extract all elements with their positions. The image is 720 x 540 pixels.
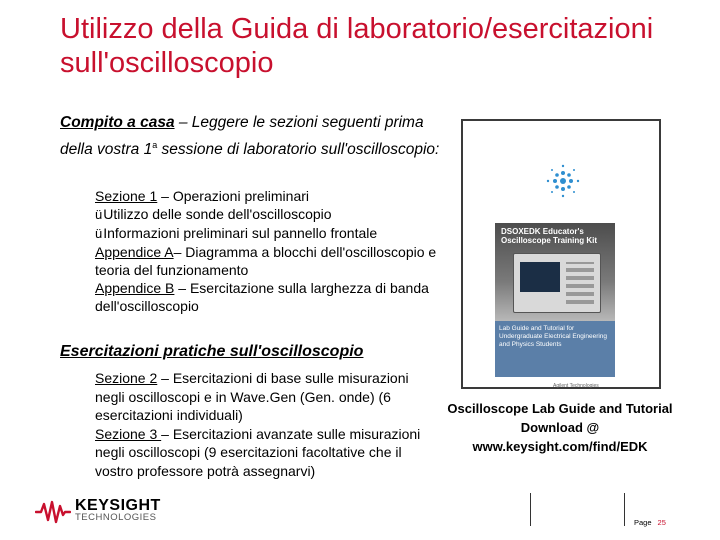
homework-paragraph (60, 111, 450, 161)
caption-line-2: Download @ (520, 420, 600, 435)
appendix-b-label: Appendice B (95, 280, 175, 296)
appendix-a-text: – Diagramma a blocchi dell'oscilloscopio e teoria del funzionamento (95, 244, 437, 278)
check-icon: ü (95, 207, 103, 222)
practice-list (95, 369, 425, 480)
practice-heading: Esercitazioni pratiche sull'oscilloscopio (60, 343, 364, 360)
homework-text-before: – Leggere le sezioni seguenti prima della vostra 1 (60, 114, 424, 159)
logo-sub-text: TECHNOLOGIES (75, 512, 157, 523)
appendix-a-line (95, 243, 440, 279)
homework-sup: a (152, 140, 158, 150)
book-cover-brand: Agilent Technologies (553, 383, 599, 389)
check-item-probes-text: Utilizzo delle sonde dell'oscilloscopio (103, 206, 332, 222)
section-2-line (95, 369, 425, 425)
appendix-b-line (95, 279, 440, 315)
caption-line-1: Oscilloscope Lab Guide and Tutorial (447, 401, 673, 416)
page-label: Page (634, 518, 652, 527)
oscilloscope-screen (520, 262, 560, 292)
book-cover-image (461, 119, 661, 389)
section-1-label: Sezione 1 (95, 188, 158, 204)
book-cover-description: Lab Guide and Tutorial for Undergraduate Electrical Engineering and Physics Students (495, 321, 615, 377)
check-item-front-panel-text: Informazioni preliminari sul pannello frontale (103, 225, 378, 241)
section-3-text: – Esercitazioni avanzate sulle misurazioni negli oscilloscopi (9 esercitazioni facoltative che il vostro professore potrà assegnarvi) (95, 425, 421, 479)
page-number-footer (634, 518, 666, 527)
section-3-line (95, 425, 425, 481)
agilent-starburst-icon (543, 161, 583, 201)
check-item-probes (95, 205, 440, 224)
check-icon: ü (95, 226, 103, 241)
appendix-b-text: – Esercitazione sulla larghezza di banda dell'oscilloscopio (95, 280, 429, 314)
section-2-text: – Esercitazioni di base sulle misurazioni negli oscilloscopi e in Wave.Gen (Gen. onde) (6 esercitazioni individuali) (95, 370, 409, 423)
footer-divider (530, 493, 531, 526)
homework-label: Compito a casa (60, 114, 175, 131)
keysight-wave-icon (35, 499, 71, 525)
section-2-label: Sezione 2 (95, 370, 158, 386)
slide-title: Utilizzo della Guida di laboratorio/esercitazioni sull'oscilloscopio (60, 13, 654, 79)
reading-list (95, 187, 440, 315)
oscilloscope-illustration (513, 253, 601, 313)
oscilloscope-controls (566, 262, 594, 304)
keysight-logo (75, 497, 161, 524)
appendix-a-label: Appendice A (95, 244, 174, 260)
section-1-text: – Operazioni preliminari (157, 188, 310, 204)
book-cover-title: DSOXEDK Educator's Oscilloscope Training Kit (501, 227, 598, 245)
page-number: 25 (657, 518, 666, 527)
section-1-line (95, 187, 440, 205)
book-cover-band (495, 223, 615, 321)
download-link[interactable]: www.keysight.com/find/EDK (472, 439, 648, 454)
download-caption (440, 399, 680, 456)
section-3-label: Sezione 3 (95, 425, 162, 442)
footer-divider (624, 493, 625, 526)
homework-text-after: sessione di laboratorio sull'oscilloscopio: (157, 141, 440, 159)
check-item-front-panel (95, 224, 440, 243)
logo-main-text: KEYSIGHT (75, 497, 161, 514)
